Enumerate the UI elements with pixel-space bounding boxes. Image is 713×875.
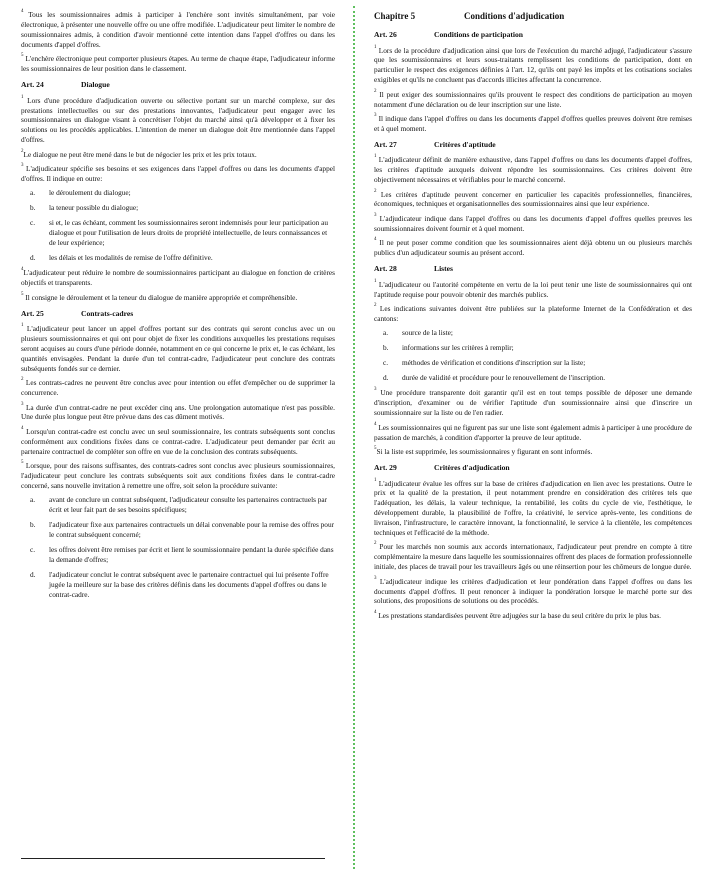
list-item: d. les délais et les modalités de remise de l'offre définitive.	[30, 253, 213, 263]
paragraph: $^4$ Les prestations standardisées peuvent être adjugées sur la base du seul critère du prix le plus bas.	[374, 609, 661, 620]
article-heading-25: Art. 25 Contrats-cadres	[21, 309, 134, 318]
paragraph: $^2$ Pour les marchés non soumis aux accords internationaux, l'adjudicateur peut prendre en compte à titre complémentaire la mesure dans laquelle les soumissionnaires offrent des places de formation professionnelle initiale, des places de travail pour les travailleurs âgés ou une réinsertion pour les chômeurs de longue durée.	[374, 541, 692, 572]
paragraph: $^2$ Les indications suivantes doivent être publiées sur la plateforme Internet de la Confédération et des cantons:	[374, 302, 692, 323]
chapter-heading: Chapitre 5 Conditions d'adjudication	[374, 11, 565, 21]
paragraph: $^1$ Lors de la procédure d'adjudication ainsi que lors de l'exécution du marché adjugé, l'adjudicateur s'assure que les soumissionnaires et leurs sous-traitants remplissent les conditions de participation, dont en particulier le respect des exigences définies à l'art. 12, qu'ils ont payé les impôts et les cotisations sociales exigibles et qu'ils ne concluent pas d'accords illicites affectant la concurrence.	[374, 44, 692, 85]
list-item: b. informations sur les critères à remplir;	[383, 343, 514, 353]
paragraph: $^2$ Les contrats-cadres ne peuvent être conclus avec pour intention ou effet d'empêcher ou de supprimer la concurrence.	[21, 377, 336, 398]
left-column	[21, 10, 335, 605]
list-item: a. source de la liste;	[383, 328, 453, 338]
article-heading-28: Art. 28 Listes	[374, 264, 453, 274]
list-item: c. méthodes de vérification et conditions d'inscription sur la liste;	[383, 358, 586, 368]
list-item: a. avant de conclure un contrat subséquent, l'adjudicateur consulte les partenaires contractuels par écrit et leur fait part de ses besoins spécifiques;	[30, 495, 328, 515]
paragraph: $^4$ Tous les soumissionnaires admis à participer à l'enchère sont invités simultanément, par voie électronique, à présenter une nouvelle offre ou une offre modifiée. L'adjudicateur peut limiter le nombre de soumissionnaires admis, à condition d'avoir mentionné cette intention dans l'appel d'offres ou dans les documents d'appel d'offres.	[21, 9, 335, 49]
paragraph: $^3$ La durée d'un contrat-cadre ne peut excéder cinq ans. Une prolongation automatique n'est pas possible. Une durée plus longue peut être prévue dans des cas dûment motivés.	[21, 401, 335, 422]
paragraph: $^4$ Lorsqu'un contrat-cadre est conclu avec un seul soumissionnaire, les contrats subséquents sont conclus conformément aux conditions fixées dans ce contrat-cadre. L'adjudicateur peut demander par écrit au partenaire contractuel de compléter son offre en vue de la conclusion des contrats subséquents.	[21, 425, 335, 456]
paragraph: $^2$Le dialogue ne peut être mené dans le but de négocier les prix et les prix totaux.	[21, 148, 257, 159]
right-column	[374, 10, 692, 625]
paragraph: $^1$ L'adjudicateur définit de manière exhaustive, dans l'appel d'offres ou dans les documents d'appel d'offres, les critères d'aptitude auxquels doivent répondre les soumissionnaires. Ces critères doivent être objectivement nécessaires et vérifiables pour le marché concerné.	[374, 154, 693, 185]
paragraph: $^5$ L'enchère électronique peut comporter plusieurs étapes. Au terme de chaque étape, l'adjudicateur informe les soumissionnaires de leur position dans le classement.	[21, 53, 336, 73]
paragraph: $^3$ L'adjudicateur indique dans l'appel d'offres ou dans les documents d'appel d'offres quelles preuves les soumissionnaires doivent fournir et à quel moment.	[374, 212, 692, 233]
paragraph: $^3$ Il indique dans l'appel d'offres ou dans les documents d'appel d'offres quelles preuves doivent être remises et à quel moment.	[374, 112, 692, 133]
list-item: d. durée de validité et procédure pour le renouvellement de l'inscription.	[383, 373, 606, 383]
list-item: b. l'adjudicateur fixe aux partenaires contractuels un délai convenable pour la remise des offres pour le contrat subséquent concerné;	[30, 520, 335, 540]
article-heading-26: Art. 26 Conditions de participation	[374, 30, 524, 40]
paragraph: $^3$ L'adjudicateur indique les critères d'adjudication et leur pondération dans l'appel d'offres ou dans les documents d'appel d'offres. Il peut renoncer à indiquer la pondération lorsque le marché porte sur des solutions, des propositions de solutions ou des procédés.	[374, 575, 692, 606]
article-heading-24: Art. 24 Dialogue	[21, 80, 110, 90]
paragraph: $^2$ Il peut exiger des soumissionnaires qu'ils prouvent le respect des conditions de participation au moyen notamment d'une déclaration ou de leur inscription sur une liste.	[374, 88, 693, 109]
paragraph: $^4$ Les soumissionnaires qui ne figurent pas sur une liste sont également admis à participer à une procédure de passation de marchés, à condition d'apporter la preuve de leur aptitude.	[374, 421, 692, 442]
footnote-separator	[21, 858, 325, 859]
paragraph: $^2$ Les critères d'aptitude peuvent concerner en particulier les capacités professionnelles, financières, économiques, techniques et organisationnelles des soumissionnaires ainsi que leur expérience.	[374, 188, 693, 209]
article-heading-29: Art. 29 Critères d'adjudication	[374, 463, 510, 473]
paragraph: $^5$ Lorsque, pour des raisons suffisantes, des contrats-cadres sont conclus avec plusieurs soumissionnaires, l'adjudicateur peut conclure les contrats subséquents soit aux conditions fixées dans le contrat-cadre concerné, sans nouvelle invitation à remettre une offre, soit selon la procédure suivante:	[21, 459, 336, 490]
paragraph: $^1$ L'adjudicateur évalue les offres sur la base de critères d'adjudication en lien avec les prestations. Outre le prix et la qualité de la prestation, il peut notamment prendre en considération des critères tels que l'adéquation, les délais, la valeur technique, la rentabilité, les coûts du cycle de vie, l'esthétique, le développement durable, la plausibilité de l'offre, la créativité, le service après-vente, les conditions de livraison, l'infrastructure, le caractère innovant, la fonctionnalité, le service à la clientèle, les compétences techniques et l'efficacité de la méthode.	[374, 477, 692, 538]
paragraph: $^4$ Il ne peut poser comme condition que les soumissionnaires aient déjà obtenu un ou plusieurs marchés publics d'un adjudicateur soumis au présent accord.	[374, 237, 693, 257]
paragraph: $^5$Si la liste est supprimée, les soumissionnaires y figurant en sont informés.	[374, 445, 593, 456]
paragraph: $^4$L'adjudicateur peut réduire le nombre de soumissionnaires participant au dialogue en fonction de critères objectifs et transparents.	[21, 267, 335, 288]
column-divider	[353, 6, 355, 869]
list-item: d. l'adjudicateur conclut le contrat subséquent avec le partenaire contractuel qui lui présente l'offre jugée la meilleure sur la base des critères définis dans les documents d'appel d'offres ou dans le contrat-cadre.	[30, 570, 329, 600]
paragraph: $^3$ L'adjudicateur spécifie ses besoins et ses exigences dans l'appel d'offres ou dans les documents d'appel d'offres. Il indique en outre:	[21, 162, 335, 183]
list-item: c. les offres doivent être remises par écrit et lient le soumissionnaire pendant la durée spécifiée dans la demande d'offres;	[30, 545, 334, 565]
paragraph: $^1$ L'adjudicateur peut lancer un appel d'offres portant sur des contrats qui seront conclus avec un ou plusieurs soumissionnaires et qui ont pour objet de fixer les conditions auxquelles les prestations requises seront acquises au cours d'une période donnée, notamment en ce qui concerne le prix et, le cas échéant, les quantités envisagées. Pendant la durée d'un tel contrat-cadre, l'adjudicateur peut conclure des contrats subséquents fondés sur ce dernier.	[21, 323, 336, 373]
paragraph: $^3$ Une procédure transparente doit garantir qu'il est en tout temps possible de déposer une demande d'inscription, d'examiner ou de vérifier l'aptitude d'un soumissionnaire ainsi que d'inscrire un soumissionnaire sur la liste ou de l'en radier.	[374, 387, 693, 418]
paragraph: $^5$ Il consigne le déroulement et la teneur du dialogue de manière appropriée et compréhensible.	[21, 291, 298, 302]
paragraph: $^1$ Lors d'une procédure d'adjudication ouverte ou sélective portant sur un marché complexe, sur des prestations intellectuelles ou sur des prestations innovantes, l'adjudicateur peut engager avec les soumissionnaires un dialogue visant à concrétiser l'objet du marché ainsi qu'à développer et à fixer les solutions ou les procédés applicables. L'intention de mener un dialogue doit être mentionnée dans l'appel d'offres.	[21, 94, 335, 145]
article-heading-27: Art. 27 Critères d'aptitude	[374, 140, 496, 150]
list-item: a. le déroulement du dialogue;	[30, 188, 131, 198]
paragraph: $^1$ L'adjudicateur ou l'autorité compétente en vertu de la loi peut tenir une liste de soumissionnaires qui ont l'aptitude requise pour pouvoir obtenir des marchés publics.	[374, 278, 693, 299]
list-item: c. si et, le cas échéant, comment les soumissionnaires seront indemnisés pour leur participation au dialogue et pour l'utilisation de leurs droits de propriété intellectuelle, de leurs connaissances et de leur expérience;	[30, 218, 329, 248]
list-item: b. la teneur possible du dialogue;	[30, 203, 139, 213]
